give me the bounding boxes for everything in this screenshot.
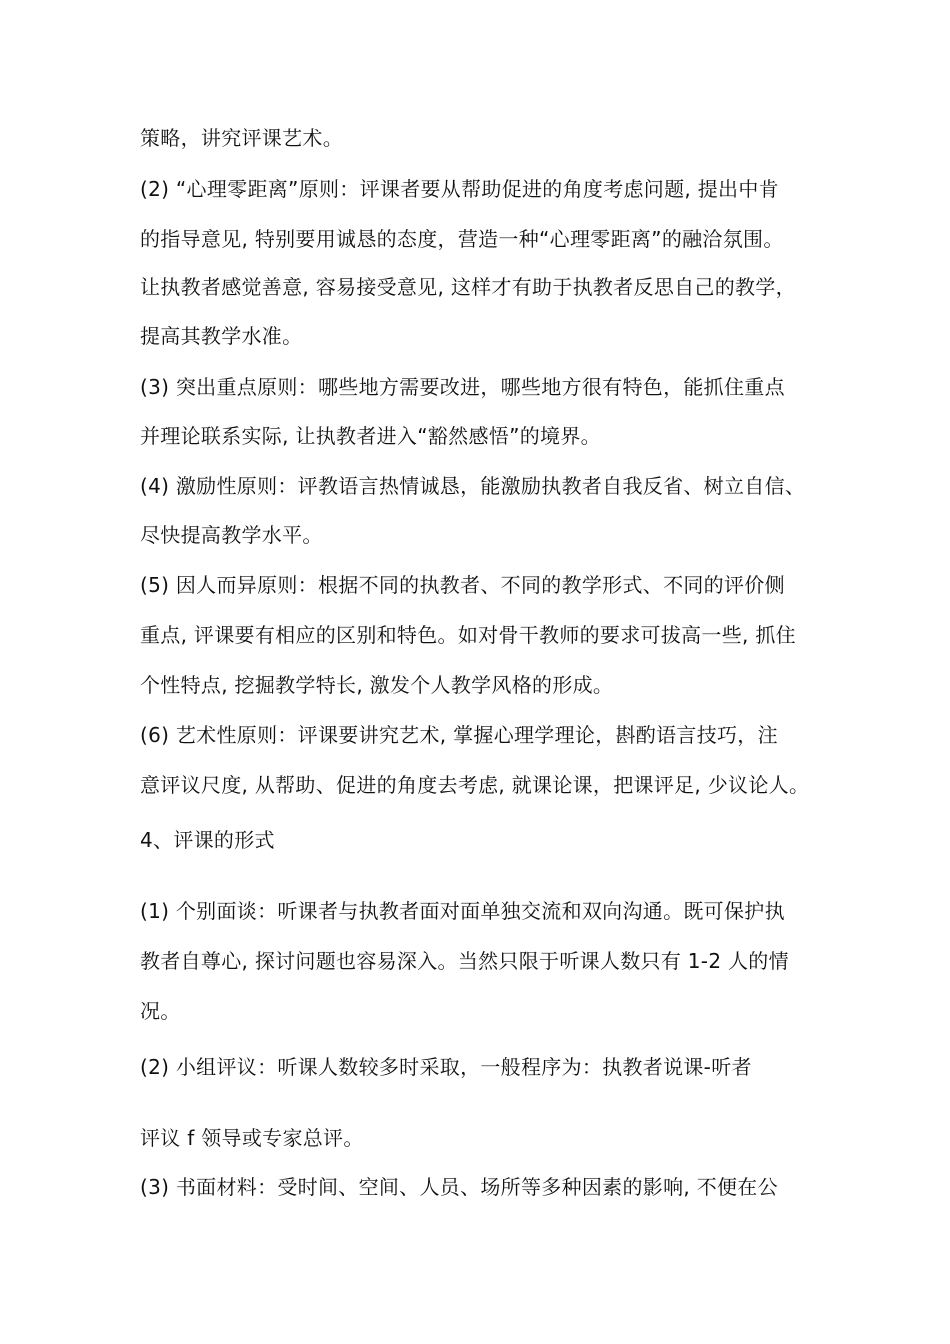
text-line: 尽快提高教学水平。: [140, 523, 323, 547]
text-line: 况。: [140, 999, 181, 1023]
section-heading: 4、评课的形式: [140, 828, 275, 852]
text-line: (1) 个别面谈：听课者与执教者面对面单独交流和双向沟通。既可保护执: [140, 899, 785, 923]
text-line: 提高其教学水准。: [140, 324, 303, 348]
text-line: 意评议尺度, 从帮助、促进的角度去考虑, 就课论课，把课评足, 少议论人。: [140, 773, 810, 797]
text-line: (4) 激励性原则：评教语言热情诚恳，能激励执教者自我反省、树立自信、: [140, 474, 806, 498]
text-line: 并理论联系实际, 让执教者进入“豁然感悟”的境界。: [140, 424, 601, 448]
text-line: (5) 因人而异原则：根据不同的执教者、不同的教学形式、不同的评价侧: [140, 573, 785, 597]
text-line: 个性特点, 挖掘教学特长, 激发个人教学风格的形成。: [140, 673, 614, 697]
text-line: 评议 f 领导或专家总评。: [140, 1126, 364, 1150]
text-line: 的指导意见, 特别要用诚恳的态度，营造一种“心理零距离”的融洽氛围。: [140, 227, 784, 251]
text-line: 让执教者感觉善意, 容易接受意见, 这样才有助于执教者反思自己的教学，: [140, 275, 796, 299]
text-line: 教者自尊心, 探讨问题也容易深入。当然只限于听课人数只有 1-2 人的情: [140, 949, 789, 973]
text-line: 重点, 评课要有相应的区别和特色。如对骨干教师的要求可拔高一些, 抓住: [140, 623, 796, 647]
text-line: (6) 艺术性原则：评课要讲究艺术, 掌握心理学理论，斟酌语言技巧，注: [140, 723, 778, 747]
text-line: (3) 书面材料：受时间、空间、人员、场所等多种因素的影响, 不便在公: [140, 1175, 778, 1199]
text-line: (2) “心理零距离”原则：评课者要从帮助促进的角度考虑问题, 提出中肯: [140, 177, 779, 201]
text-line: 策略，讲究评课艺术。: [140, 126, 343, 150]
text-line: (3) 突出重点原则：哪些地方需要改进，哪些地方很有特色，能抓住重点: [140, 375, 785, 399]
text-line: (2) 小组评议：听课人数较多时采取，一般程序为：执教者说课-听者: [140, 1055, 752, 1079]
